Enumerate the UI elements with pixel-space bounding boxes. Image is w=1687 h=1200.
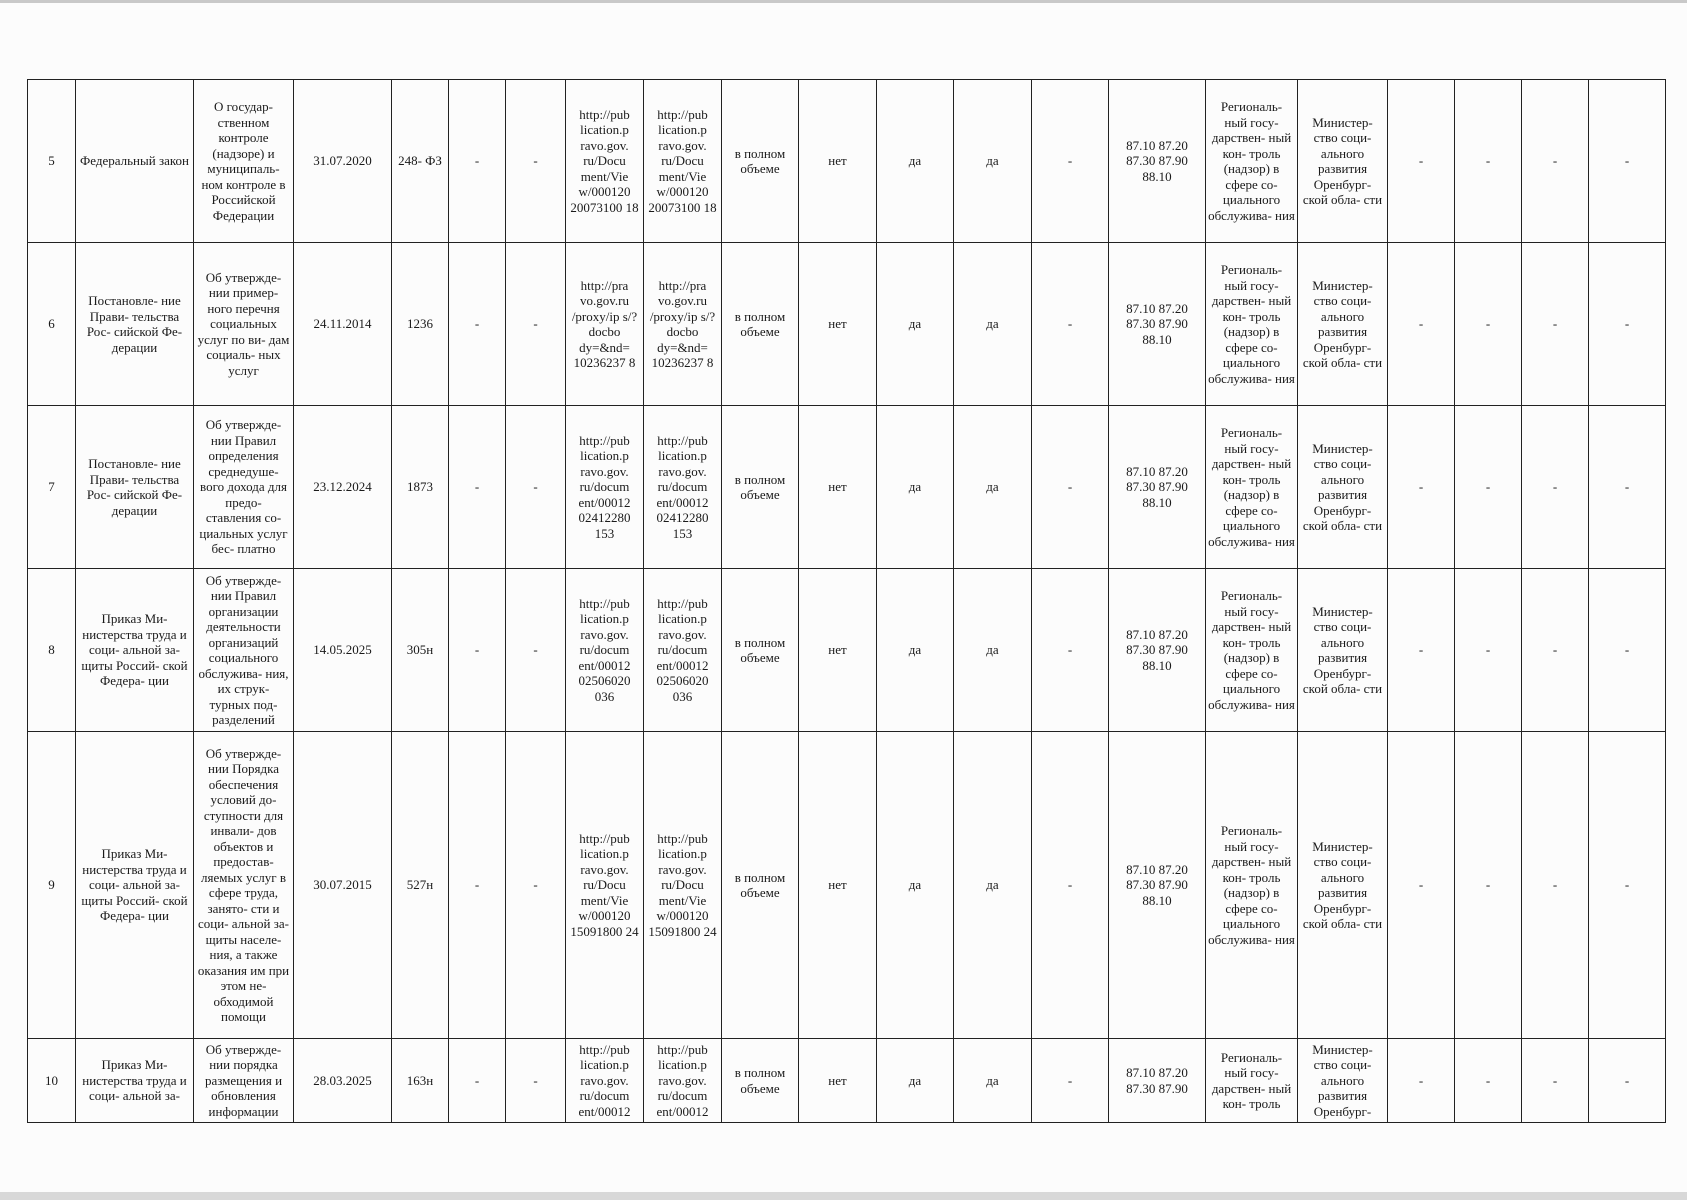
cell-url1: http://pub lication.p ravo.gov. ru/docum ent/00012 02412280 153	[566, 406, 644, 569]
cell-c14: -	[1032, 406, 1109, 569]
table-row	[28, 569, 1666, 732]
cell-url2: http://pub lication.p ravo.gov. ru/docum ent/00012 02506020 036	[644, 569, 722, 732]
cell-number: 305н	[392, 569, 449, 732]
cell-title: О государ- ственном контроле (надзоре) и муниципаль- ном контроле в Российской Федерации	[194, 80, 294, 243]
cell-c14: -	[1032, 1039, 1109, 1123]
cell-date: 30.07.2015	[294, 732, 392, 1039]
cell-c13: да	[954, 1039, 1032, 1123]
cell-num: 8	[28, 569, 76, 732]
cell-c11: нет	[799, 732, 877, 1039]
cell-codes: 87.10 87.20 87.30 87.90 88.10	[1109, 732, 1206, 1039]
cell-number: 163н	[392, 1039, 449, 1123]
cell-control: Региональ- ный госу- дарствен- ный кон- троль (надзор) в сфере со- циального обслужива- ния	[1206, 569, 1298, 732]
cell-date: 14.05.2025	[294, 569, 392, 732]
cell-c11: нет	[799, 406, 877, 569]
cell-number: 527н	[392, 732, 449, 1039]
cell-num: 5	[28, 80, 76, 243]
table-row	[28, 80, 1666, 243]
cell-control: Региональ- ный госу- дарствен- ный кон- троль (надзор) в сфере со- циального обслужива- ния	[1206, 243, 1298, 406]
cell-num: 9	[28, 732, 76, 1039]
cell-number: 1236	[392, 243, 449, 406]
cell-title: Об утвержде- нии Правил организации деятельности организаций социального обслужива- ния, их струк- турных под- разделений	[194, 569, 294, 732]
cell-c12: да	[877, 80, 954, 243]
cell-type: Постановле- ние Прави- тельства Рос- сийской Фе- дерации	[76, 243, 194, 406]
cell-title: Об утвержде- нии пример- ного перечня социальных услуг по ви- дам социаль- ных услуг	[194, 243, 294, 406]
cell-url1: http://pub lication.p ravo.gov. ru/Docu ment/Vie w/000120 20073100 18	[566, 80, 644, 243]
cell-e1: -	[1388, 569, 1455, 732]
cell-type: Приказ Ми- нистерства труда и соци- альной за- щиты Россий- ской Федера- ции	[76, 732, 194, 1039]
scan-top-edge	[0, 0, 1687, 3]
cell-c12: да	[877, 243, 954, 406]
cell-col6: -	[449, 80, 506, 243]
cell-e2: -	[1455, 80, 1522, 243]
cell-ministry: Министер- ство соци- ального развития Оренбург- ской обла- сти	[1298, 80, 1388, 243]
scan-bottom-edge	[0, 1192, 1687, 1200]
cell-ministry: Министер- ство соци- ального развития Оренбург- ской обла- сти	[1298, 569, 1388, 732]
cell-c14: -	[1032, 80, 1109, 243]
cell-col6: -	[449, 406, 506, 569]
cell-control: Региональ- ный госу- дарствен- ный кон- троль (надзор) в сфере со- циального обслужива- ния	[1206, 732, 1298, 1039]
cell-type: Приказ Ми- нистерства труда и соци- альной за- щиты Россий- ской Федера- ции	[76, 569, 194, 732]
cell-c13: да	[954, 406, 1032, 569]
cell-codes: 87.10 87.20 87.30 87.90 88.10	[1109, 406, 1206, 569]
cell-e3: -	[1522, 569, 1589, 732]
cell-col6: -	[449, 1039, 506, 1123]
cell-c14: -	[1032, 732, 1109, 1039]
cell-e2: -	[1455, 732, 1522, 1039]
cell-c13: да	[954, 569, 1032, 732]
cell-e4: -	[1589, 243, 1666, 406]
cell-col7: -	[506, 1039, 566, 1123]
cell-e1: -	[1388, 1039, 1455, 1123]
cell-type: Приказ Ми- нистерства труда и соци- альной за-	[76, 1039, 194, 1123]
cell-e2: -	[1455, 243, 1522, 406]
cell-scope: в полном объеме	[722, 406, 799, 569]
cell-c14: -	[1032, 569, 1109, 732]
cell-e2: -	[1455, 569, 1522, 732]
cell-c13: да	[954, 732, 1032, 1039]
cell-e4: -	[1589, 732, 1666, 1039]
cell-codes: 87.10 87.20 87.30 87.90 88.10	[1109, 243, 1206, 406]
cell-control: Региональ- ный госу- дарствен- ный кон- троль	[1206, 1039, 1298, 1123]
cell-e3: -	[1522, 1039, 1589, 1123]
cell-title: Об утвержде- нии порядка размещения и обновления информации	[194, 1039, 294, 1123]
cell-scope: в полном объеме	[722, 243, 799, 406]
cell-date: 24.11.2014	[294, 243, 392, 406]
cell-url1: http://pub lication.p ravo.gov. ru/docum ent/00012 02506020 036	[566, 569, 644, 732]
cell-c13: да	[954, 80, 1032, 243]
cell-codes: 87.10 87.20 87.30 87.90 88.10	[1109, 569, 1206, 732]
cell-c13: да	[954, 243, 1032, 406]
cell-e1: -	[1388, 243, 1455, 406]
cell-col6: -	[449, 243, 506, 406]
cell-scope: в полном объеме	[722, 569, 799, 732]
cell-scope: в полном объеме	[722, 1039, 799, 1123]
cell-ministry: Министер- ство соци- ального развития Оренбург-	[1298, 1039, 1388, 1123]
cell-e3: -	[1522, 243, 1589, 406]
cell-number: 248- ФЗ	[392, 80, 449, 243]
cell-num: 6	[28, 243, 76, 406]
cell-date: 31.07.2020	[294, 80, 392, 243]
cell-c12: да	[877, 1039, 954, 1123]
cell-num: 7	[28, 406, 76, 569]
cell-col7: -	[506, 732, 566, 1039]
cell-col7: -	[506, 569, 566, 732]
cell-c12: да	[877, 732, 954, 1039]
cell-type: Федеральный закон	[76, 80, 194, 243]
cell-url2: http://pub lication.p ravo.gov. ru/docum ent/00012	[644, 1039, 722, 1123]
cell-col7: -	[506, 80, 566, 243]
cell-col7: -	[506, 243, 566, 406]
cell-url1: http://pra vo.gov.ru /proxy/ip s/?docbo dy=&nd= 10236237 8	[566, 243, 644, 406]
cell-num: 10	[28, 1039, 76, 1123]
cell-url2: http://pra vo.gov.ru /proxy/ip s/?docbo dy=&nd= 10236237 8	[644, 243, 722, 406]
cell-e1: -	[1388, 732, 1455, 1039]
cell-url1: http://pub lication.p ravo.gov. ru/docum ent/00012	[566, 1039, 644, 1123]
cell-c11: нет	[799, 569, 877, 732]
cell-url2: http://pub lication.p ravo.gov. ru/docum ent/00012 02412280 153	[644, 406, 722, 569]
regulations-table	[27, 79, 1666, 1123]
cell-c12: да	[877, 569, 954, 732]
cell-url2: http://pub lication.p ravo.gov. ru/Docu ment/Vie w/000120 15091800 24	[644, 732, 722, 1039]
table-row	[28, 1039, 1666, 1123]
cell-c12: да	[877, 406, 954, 569]
cell-col7: -	[506, 406, 566, 569]
cell-c11: нет	[799, 80, 877, 243]
cell-control: Региональ- ный госу- дарствен- ный кон- троль (надзор) в сфере со- циального обслужива- ния	[1206, 80, 1298, 243]
cell-ministry: Министер- ство соци- ального развития Оренбург- ской обла- сти	[1298, 732, 1388, 1039]
cell-e4: -	[1589, 569, 1666, 732]
cell-url1: http://pub lication.p ravo.gov. ru/Docu ment/Vie w/000120 15091800 24	[566, 732, 644, 1039]
cell-e1: -	[1388, 80, 1455, 243]
cell-scope: в полном объеме	[722, 732, 799, 1039]
cell-title: Об утвержде- нии Правил определения среднедуше- вого дохода для предо- ставления со- циальных услуг бес- платно	[194, 406, 294, 569]
cell-e4: -	[1589, 406, 1666, 569]
cell-e1: -	[1388, 406, 1455, 569]
cell-col6: -	[449, 569, 506, 732]
cell-e3: -	[1522, 406, 1589, 569]
cell-ministry: Министер- ство соци- ального развития Оренбург- ской обла- сти	[1298, 406, 1388, 569]
cell-control: Региональ- ный госу- дарствен- ный кон- троль (надзор) в сфере со- циального обслужива- ния	[1206, 406, 1298, 569]
cell-c14: -	[1032, 243, 1109, 406]
cell-col6: -	[449, 732, 506, 1039]
cell-codes: 87.10 87.20 87.30 87.90 88.10	[1109, 80, 1206, 243]
cell-e4: -	[1589, 80, 1666, 243]
cell-number: 1873	[392, 406, 449, 569]
table-row	[28, 406, 1666, 569]
cell-date: 28.03.2025	[294, 1039, 392, 1123]
cell-url2: http://pub lication.p ravo.gov. ru/Docu ment/Vie w/000120 20073100 18	[644, 80, 722, 243]
cell-e4: -	[1589, 1039, 1666, 1123]
cell-c11: нет	[799, 243, 877, 406]
cell-title: Об утвержде- нии Порядка обеспечения условий до- ступности для инвали- дов объектов и предостав- ляемых услуг в сфере труда, занято- сти и соци- альной за- щиты населе- ния, а также оказания им при этом не- обходимой помощи	[194, 732, 294, 1039]
cell-c11: нет	[799, 1039, 877, 1123]
cell-codes: 87.10 87.20 87.30 87.90	[1109, 1039, 1206, 1123]
table-row	[28, 732, 1666, 1039]
table-row	[28, 243, 1666, 406]
cell-type: Постановле- ние Прави- тельства Рос- сийской Фе- дерации	[76, 406, 194, 569]
cell-e2: -	[1455, 1039, 1522, 1123]
cell-scope: в полном объеме	[722, 80, 799, 243]
cell-date: 23.12.2024	[294, 406, 392, 569]
cell-e3: -	[1522, 80, 1589, 243]
cell-ministry: Министер- ство соци- ального развития Оренбург- ской обла- сти	[1298, 243, 1388, 406]
cell-e3: -	[1522, 732, 1589, 1039]
cell-e2: -	[1455, 406, 1522, 569]
